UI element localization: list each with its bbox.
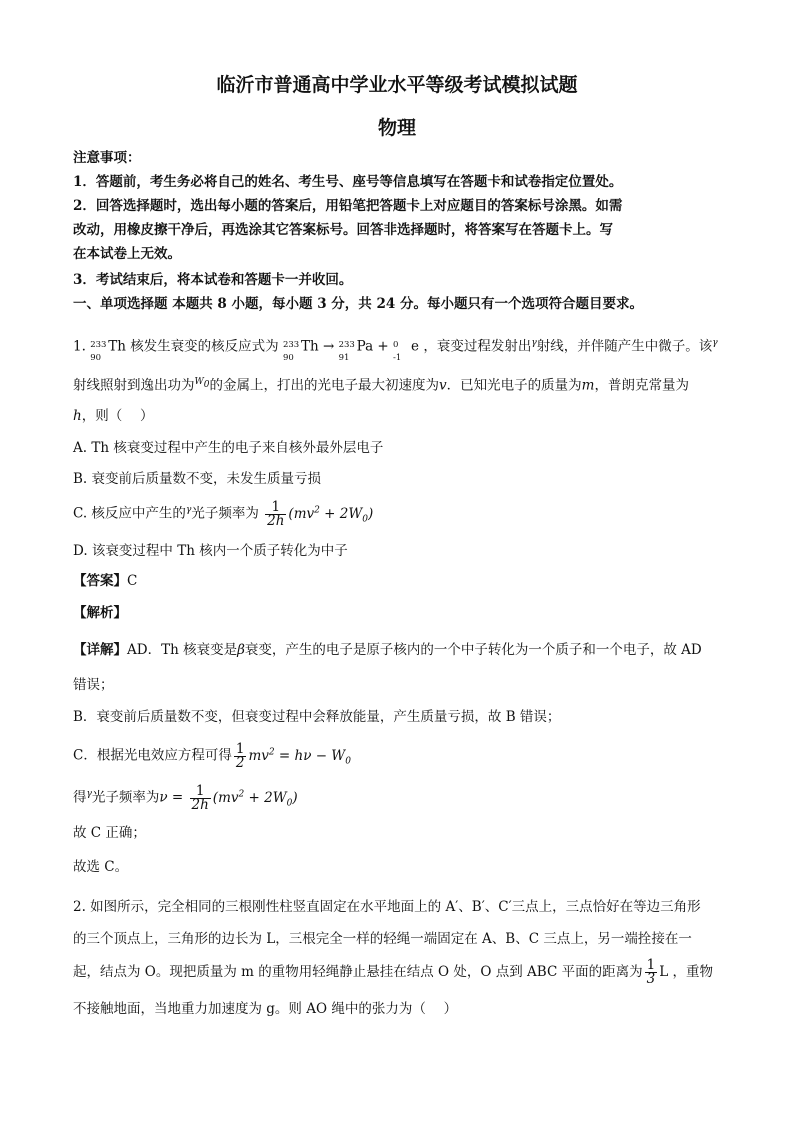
detail-4a: 得 <box>73 789 87 806</box>
gamma-symbol: γ <box>531 338 537 348</box>
fraction-1-over-2h-b: $\frac{1}{2h}$ <box>191 782 209 813</box>
v-symbol: v <box>439 377 447 394</box>
q1-number: 1. <box>73 338 86 355</box>
detail-line5: 故 C 正确； <box>73 825 146 841</box>
fraction-1-over-2: $\frac{1}{2}$ <box>235 740 245 771</box>
answer-value: C <box>127 573 138 589</box>
q2-stem-line2: 的三个顶点上，三角形的边长为 L，三根完全一样的轻绳一端固定在 A、B、C 三点上，另一端拴接在一 <box>73 931 692 947</box>
notice-item-2: 2．回答选择题时，选出每小题的答案后，用铅笔把答题卡上对应题目的答案标号涂黑。如需 <box>73 198 623 214</box>
reaction-arrow: → <box>322 338 335 355</box>
q1-line2-a: 射线照射到逸出功为 <box>73 377 195 394</box>
frequency-expression: $(mv^2 + 2W_0)$ <box>212 789 298 809</box>
detail-1b: 衰变，产生的电子是原子核内的一个中子转化为一个质子和一个电子，故 AD <box>244 642 702 658</box>
beta-symbol: β <box>237 642 245 658</box>
th-symbol: Th <box>108 338 126 355</box>
q1-text-c: 射线，并伴随产生中微子。该 <box>536 338 713 355</box>
q2-stem-line3 <box>73 959 713 986</box>
detail-line3 <box>73 742 351 771</box>
gamma-symbol-2: γ <box>712 338 718 348</box>
q2-line3-b: L ，重物 <box>659 964 713 980</box>
fraction-1-over-2h: $\frac{1}{2h}$ <box>267 498 285 529</box>
q1-option-a: A. Th 核衰变过程中产生的电子来自核外最外层电子 <box>73 440 384 456</box>
q1-line2-b: 的金属上，打出的光电子最大初速度为 <box>209 377 439 394</box>
pa-nuclide: 233 91 <box>338 340 355 363</box>
q1-stem-line1 <box>73 333 718 363</box>
gamma-symbol-4: γ <box>86 789 92 799</box>
th-symbol-2: Th <box>300 338 319 355</box>
e-nuclide: 0 -1 <box>393 340 402 363</box>
answer-line <box>73 571 137 591</box>
section-heading: 一、单项选择题 本题共 8 小题，每小题 3 分，共 24 分。每小题只有一个选项符合题目要求。 <box>73 296 643 312</box>
detail-label: 【详解】 <box>73 642 127 658</box>
optc-b: 光子频率为 <box>191 505 259 522</box>
m-symbol: m <box>581 377 595 394</box>
q1-option-c <box>73 500 373 529</box>
optc-a: C. 核反应中产生的 <box>73 505 186 522</box>
gamma-symbol-3: γ <box>185 505 192 515</box>
q1-text-a: 核发生衰变的核反应式为 <box>130 338 279 355</box>
q2-line3-a: 起，结点为 O。现把质量为 m 的重物用轻绳静止悬挂在结点 O 处，O 点到 ABC 平面的距离为 <box>73 964 643 980</box>
th-nuclide-2: 233 90 <box>282 340 300 363</box>
fraction-1-over-3: $\frac{1}{3}$ <box>646 957 656 987</box>
pa-symbol: Pa <box>356 338 374 355</box>
nu-equals: ν = <box>159 789 188 806</box>
detail-line1 <box>73 640 702 660</box>
detail-line6: 故选 C。 <box>73 859 129 875</box>
q1-line2-d: ，普朗克常量为 <box>594 377 689 394</box>
detail-line2: B．衰变前后质量数不变，但衰变过程中会释放能量，产生质量亏损，故 B 错误； <box>73 709 561 725</box>
q1-stem-line2 <box>73 372 689 396</box>
h-symbol: h <box>73 408 82 424</box>
notice-item-2-cont: 改动，用橡皮擦干净后，再选涂其它答案标号。回答非选择题时，将答案写在答题卡上。写 <box>73 222 613 238</box>
q1-line3-rest: ，则（ ） <box>81 408 154 424</box>
subject-title: 物理 <box>377 117 416 139</box>
w0-symbol: W0 <box>194 377 210 390</box>
answer-label: 【答案】 <box>73 573 127 589</box>
plus-sign: + <box>377 338 389 355</box>
q1-stem-line3 <box>73 406 154 426</box>
detail-3: C．根据光电效应方程可得 <box>73 747 232 764</box>
detail-line1-cont: 错误； <box>73 677 114 693</box>
e-symbol: e <box>411 338 420 355</box>
detail-4b: 光子频率为 <box>91 789 160 806</box>
analysis-label: 【解析】 <box>73 605 127 621</box>
photoelectric-equation: $mv^2 = h\nu - W_0$ <box>248 747 351 767</box>
detail-line4 <box>73 784 298 813</box>
notice-item-2-end: 在本试卷上无效。 <box>73 246 181 262</box>
q2-stem-line1: 2. 如图所示，完全相同的三根刚性柱竖直固定在水平地面上的 A′、B′、C′三点上，三点恰好在等边三角形 <box>73 899 701 915</box>
q1-option-b: B. 衰变前后质量数不变，未发生质量亏损 <box>73 471 322 487</box>
detail-1a: AD．Th 核衰变是 <box>127 642 238 658</box>
optc-paren-expression: $(mv^2 + 2W_0)$ <box>288 505 374 525</box>
th-nuclide: 233 90 <box>90 340 107 363</box>
exam-title: 临沂市普通高中学业水平等级考试模拟试题 <box>216 74 578 96</box>
q1-option-d: D. 该衰变过程中 Th 核内一个质子转化为中子 <box>73 543 348 559</box>
notice-item-3: 3．考试结束后，将本试卷和答题卡一并收回。 <box>73 272 353 288</box>
q2-stem-line4: 不接触地面，当地重力加速度为 g。则 AO 绳中的张力为（ ） <box>73 1001 458 1017</box>
notice-item-1: 1．答题前，考生务必将自己的姓名、考生号、座号等信息填写在答题卡和试卷指定位置处。 <box>73 174 623 190</box>
q1-line2-c: ．已知光电子的质量为 <box>446 377 582 394</box>
notice-heading: 注意事项： <box>73 150 141 166</box>
q1-text-b: ，衰变过程发射出 <box>423 338 532 355</box>
